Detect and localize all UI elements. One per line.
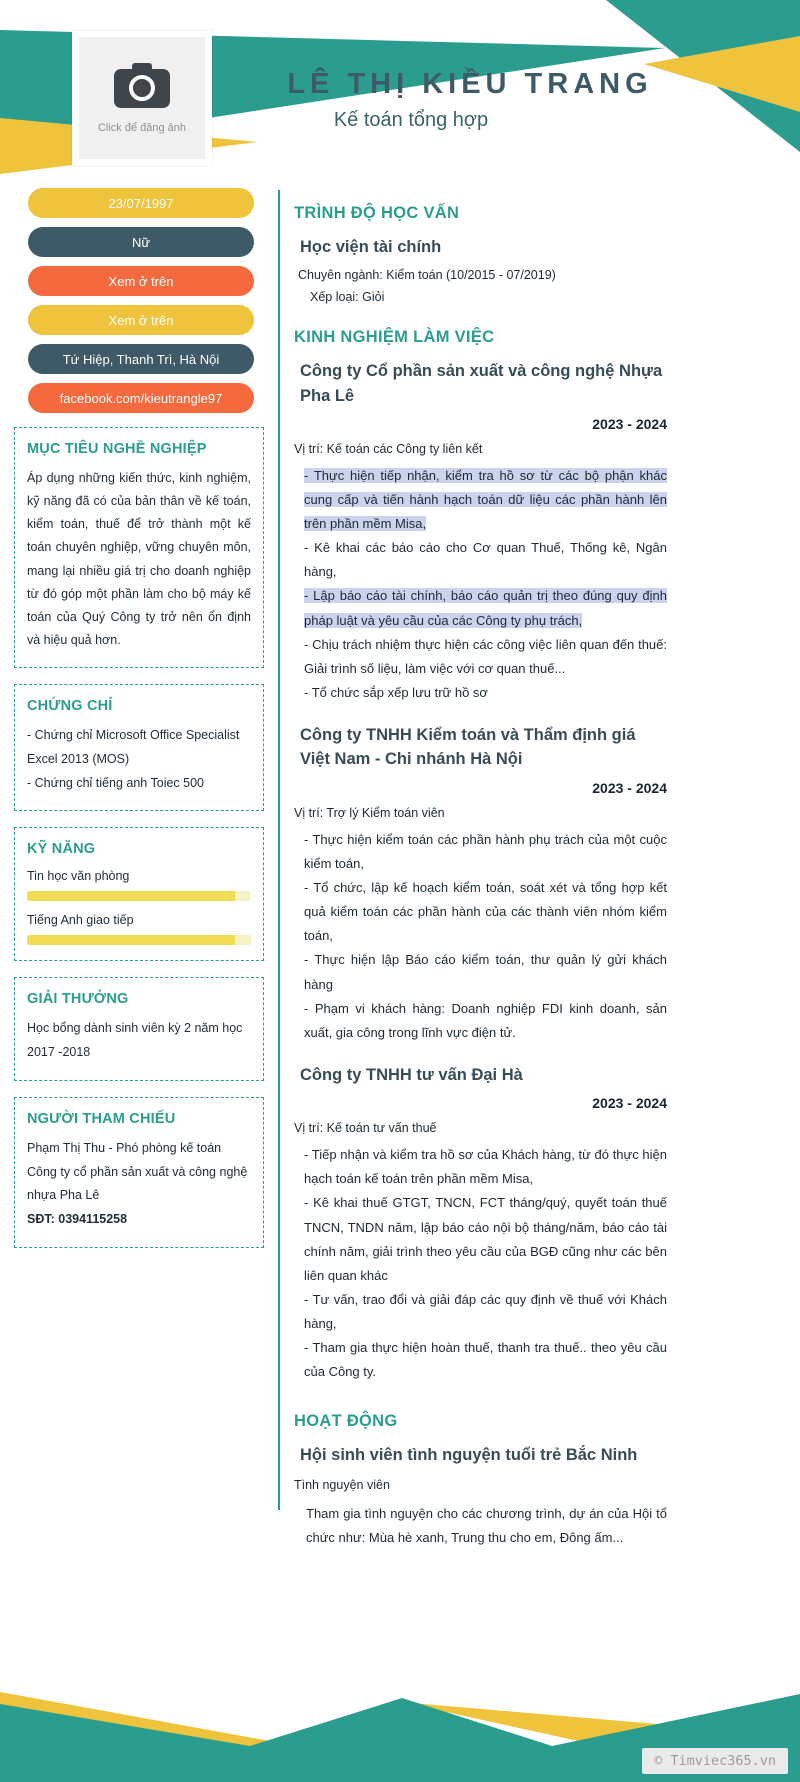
job-bullets bbox=[294, 464, 667, 704]
watermark: © Timviec365.vn bbox=[642, 1748, 788, 1774]
skill-item bbox=[27, 869, 251, 901]
name-block bbox=[250, 68, 690, 132]
job-bullet bbox=[304, 1288, 667, 1336]
objective-text: Áp dụng những kiến thức, kinh nghiệm, kỹ năng đã có của bản thân về kế toán, kiểm toán, thuế để trở thành một kế toán chuyên nghiệp, vững chuyên môn, mang lại nhiều giá trị cho doanh nghiệp từ đó góp một phần làm cho bộ máy kế toán của Quý Công ty trở nên ổn định và hiệu quả hơn. bbox=[27, 471, 251, 647]
activity-role: Tình nguyện viên bbox=[294, 1477, 390, 1492]
pill-email: Xem ở trên bbox=[28, 305, 254, 335]
activity-description: Tham gia tình nguyện cho các chương trình, dự án của Hội tổ chức như: Mùa hè xanh, Trung thu cho em, Đông ấm... bbox=[306, 1505, 667, 1545]
activities-section bbox=[294, 1412, 667, 1550]
photo-upload-box[interactable] bbox=[72, 30, 212, 166]
sidebar bbox=[14, 188, 264, 1550]
job-bullet bbox=[304, 997, 667, 1045]
job-bullet-text: - Thực hiện kiểm toán các phần hành phụ trách của một cuộc kiểm toán, bbox=[304, 832, 667, 872]
education-heading: TRÌNH ĐỘ HỌC VẤN bbox=[294, 204, 460, 222]
job-bullet bbox=[304, 948, 667, 996]
certificate-item: - Chứng chỉ Microsoft Office Specialist Excel 2013 (MOS) bbox=[27, 728, 240, 766]
job-position: Vị trí: Kế toán các Công ty liên kết bbox=[294, 442, 483, 457]
skills-heading: KỸ NĂNG bbox=[27, 841, 96, 858]
skill-label: Tin học văn phòng bbox=[27, 869, 130, 884]
job-bullets bbox=[294, 1143, 667, 1383]
education-grade: Xếp loại: Giỏi bbox=[310, 289, 385, 304]
job-bullet bbox=[304, 1336, 667, 1384]
skills-box bbox=[14, 827, 264, 961]
camera-icon bbox=[113, 63, 171, 114]
header bbox=[0, 0, 800, 182]
job-bullets bbox=[294, 828, 667, 1044]
job-bullet bbox=[304, 633, 667, 681]
job-position: Vị trí: Kế toán tư vấn thuế bbox=[294, 1121, 437, 1136]
pill-address: Tứ Hiệp, Thanh Trì, Hà Nội bbox=[28, 344, 254, 374]
skill-bar-fill bbox=[27, 935, 235, 945]
photo-upload-label: Click để đăng ảnh bbox=[97, 121, 187, 134]
certificates-box bbox=[14, 684, 264, 811]
reference-company: Công ty cổ phần sản xuất và công nghệ nhựa Pha Lê bbox=[27, 1164, 248, 1203]
job-bullet-text: - Tổ chức, lập kế hoạch kiểm toán, soát xét và tổng hợp kết quả kiểm toán các phần hành của các thành viên nhóm kiểm toán, bbox=[304, 880, 667, 944]
job-entry bbox=[294, 1063, 667, 1384]
skill-label: Tiếng Anh giao tiếp bbox=[27, 913, 134, 928]
experience-section bbox=[294, 328, 667, 1384]
job-bullet bbox=[304, 876, 667, 948]
job-bullet bbox=[304, 584, 667, 632]
company-name: Công ty TNHH Kiểm toán và Thẩm định giá Việt Nam - Chi nhánh Hà Nội bbox=[300, 725, 636, 769]
awards-heading: GIẢI THƯỞNG bbox=[27, 991, 129, 1008]
job-bullet-text: - Lập báo cáo tài chính, báo cáo quản trị theo đúng quy định pháp luật và yêu cầu của các Công ty phụ trách, bbox=[304, 588, 667, 628]
candidate-name: LÊ THỊ KIỀU TRANG bbox=[287, 68, 653, 100]
references-heading: NGƯỜI THAM CHIẾU bbox=[27, 1110, 176, 1127]
award-item: Học bổng dành sinh viên kỳ 2 năm học 2017 -2018 bbox=[27, 1021, 243, 1059]
certificate-item: - Chứng chỉ tiếng anh Toiec 500 bbox=[27, 775, 205, 790]
education-major: Chuyên ngành: Kiểm toán (10/2015 - 07/2019) bbox=[298, 267, 556, 282]
job-bullet bbox=[304, 828, 667, 876]
activities-heading: HOẠT ĐỘNG bbox=[294, 1411, 398, 1430]
main-column bbox=[294, 188, 800, 1550]
pill-gender: Nữ bbox=[28, 227, 254, 257]
objective-box bbox=[14, 427, 264, 668]
job-entry bbox=[294, 359, 667, 705]
job-bullet-text: - Tham gia thực hiện hoàn thuế, thanh tra thuế.. theo yêu cầu của Công ty. bbox=[304, 1339, 667, 1379]
skill-bar bbox=[27, 891, 251, 901]
awards-box bbox=[14, 977, 264, 1081]
experience-heading: KINH NGHIỆM LÀM VIỆC bbox=[294, 327, 495, 346]
job-bullet-text: - Tiếp nhận và kiểm tra hồ sơ của Khách hàng, từ đó thực hiện hạch toán kế toán trên phần mềm Misa, bbox=[304, 1147, 667, 1187]
job-bullet bbox=[304, 536, 667, 584]
education-section bbox=[294, 204, 667, 304]
job-position: Vị trí: Trợ lý Kiểm toán viên bbox=[294, 806, 445, 821]
candidate-title: Kế toán tổng hợp bbox=[333, 109, 489, 131]
pill-phone: Xem ở trên bbox=[28, 266, 254, 296]
skill-item bbox=[27, 913, 251, 945]
job-bullet-text: - Tổ chức sắp xếp lưu trữ hồ sơ bbox=[304, 684, 488, 700]
job-bullet bbox=[304, 681, 667, 705]
references-box bbox=[14, 1097, 264, 1248]
job-bullet-text: - Phạm vi khách hàng: Doanh nghiệp FDI kinh doanh, sản xuất, gia công trong lĩnh vực điện tử. bbox=[304, 1000, 667, 1040]
job-period: 2023 - 2024 bbox=[592, 1095, 667, 1112]
job-entry bbox=[294, 723, 667, 1045]
certificates-heading: CHỨNG CHỈ bbox=[27, 698, 113, 714]
job-period: 2023 - 2024 bbox=[592, 416, 667, 433]
reference-phone: SĐT: 0394115258 bbox=[27, 1212, 128, 1226]
activity-organization: Hội sinh viên tình nguyện tuổi trẻ Bắc Ninh bbox=[300, 1445, 638, 1464]
vertical-divider bbox=[278, 190, 280, 1510]
reference-name: Phạm Thị Thu - Phó phòng kế toán bbox=[27, 1140, 222, 1155]
job-bullet-text: - Kê khai các báo cáo cho Cơ quan Thuế, Thống kê, Ngân hàng, bbox=[304, 540, 667, 580]
footer bbox=[0, 1686, 800, 1782]
company-name: Công ty Cổ phần sản xuất và công nghệ Nhựa Pha Lê bbox=[300, 361, 663, 405]
job-bullet bbox=[304, 1191, 667, 1287]
job-bullet-text: - Thực hiện lập Báo cáo kiểm toán, thư quản lý gửi khách hàng bbox=[304, 952, 667, 992]
skill-bar bbox=[27, 935, 251, 945]
job-bullet bbox=[304, 1143, 667, 1191]
job-period: 2023 - 2024 bbox=[592, 780, 667, 797]
pill-birthdate: 23/07/1997 bbox=[28, 188, 254, 218]
school-name: Học viện tài chính bbox=[300, 238, 442, 256]
job-bullet-text: - Chịu trách nhiệm thực hiện các công việc liên quan đến thuế: Giải trình số liệu, làm việc với cơ quan thuế... bbox=[304, 636, 667, 676]
skill-bar-fill bbox=[27, 891, 235, 901]
job-bullet bbox=[304, 464, 667, 536]
objective-heading: MỤC TIÊU NGHỀ NGHIỆP bbox=[27, 441, 207, 457]
job-bullet-text: - Thực hiện tiếp nhận, kiểm tra hồ sơ từ các bộ phận khác cung cấp và tiến hành hạch toán dữ liệu các phần hành lên trên phần mềm Misa, bbox=[304, 468, 667, 532]
company-name: Công ty TNHH tư vấn Đại Hà bbox=[300, 1065, 523, 1084]
job-bullet-text: - Tư vấn, trao đổi và giải đáp các quy định về thuế với Khách hàng, bbox=[304, 1291, 667, 1331]
pill-facebook-link[interactable]: facebook.com/kieutrangle97 bbox=[28, 383, 254, 413]
content bbox=[0, 188, 800, 1550]
job-bullet-text: - Kê khai thuế GTGT, TNCN, FCT tháng/quý, quyết toán thuế TNCN, TNDN năm, lập báo cáo nội bộ tháng/năm, báo cáo tài chính năm, giải trình theo yêu cầu của BGĐ cũng như các bên liên quan khác bbox=[304, 1195, 667, 1283]
